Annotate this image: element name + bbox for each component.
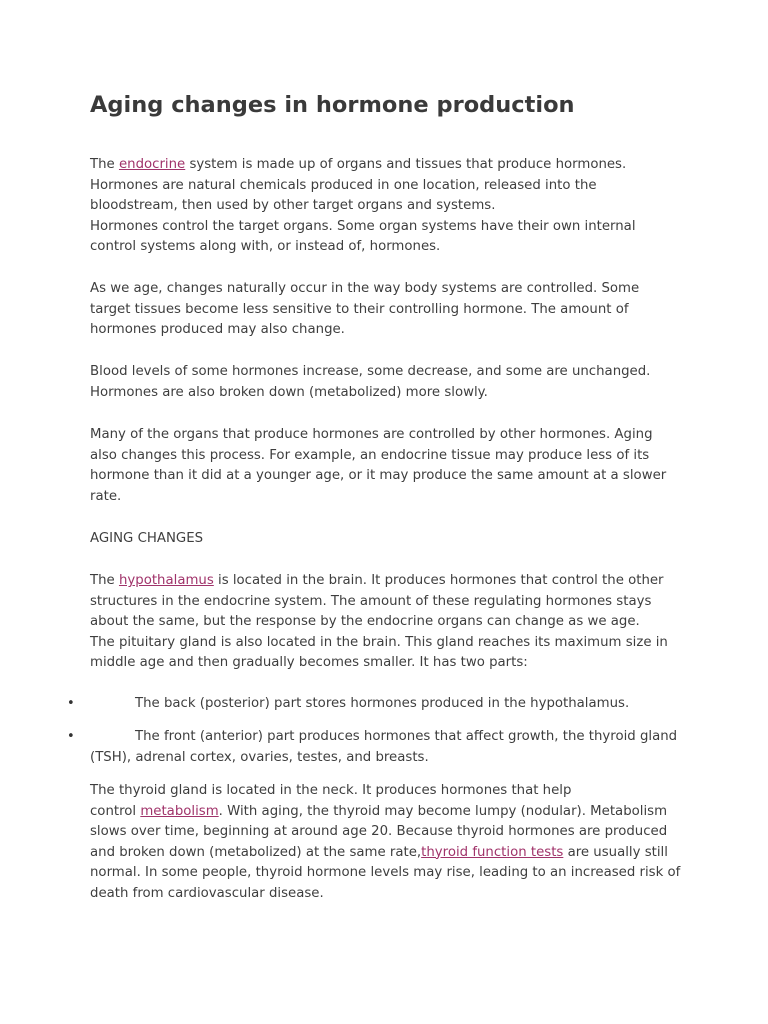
text-line [90, 802, 680, 823]
text-line: death from cardiovascular disease. [90, 885, 324, 901]
paragraph-thyroid [90, 781, 680, 904]
section-heading: AGING CHANGES [90, 531, 204, 546]
text-line: slows over time, beginning at around age 20. Because thyroid hormones are produced [90, 824, 668, 839]
text-line: control systems along with, or instead of, hormones. [90, 239, 441, 254]
text-line: The pituitary gland is also located in the brain. This gland reaches its maximum size in [90, 634, 668, 650]
text-line: Hormones are natural chemicals produced in one location, released into the [90, 177, 597, 193]
text-span: control [90, 803, 141, 819]
paragraph-endocrine-intro [90, 155, 680, 258]
text-span: The [90, 573, 119, 588]
text-line: Hormones control the target organs. Some organ systems have their own internal [90, 218, 636, 234]
text-line: rate. [90, 488, 122, 504]
metabolism-link[interactable]: metabolism [140, 803, 219, 819]
text-line: Hormones are also broken down (metabolized) more slowly. [90, 384, 488, 400]
text-line: Blood levels of some hormones increase, some decrease, and some are unchanged. [90, 364, 651, 379]
text-line: structures in the endocrine system. The amount of these regulating hormones stays [90, 593, 652, 609]
list-item [67, 694, 680, 715]
section-heading-aging-changes [90, 529, 680, 550]
endocrine-link[interactable]: endocrine [118, 157, 186, 172]
text-line: about the same, but the response by the endocrine organs can change as we age. [90, 614, 640, 629]
text-line: hormone than it did at a younger age, or it may produce the same amount at a slower [90, 468, 667, 483]
bullet-icon: • [67, 729, 75, 744]
bullet-text: The front (anterior) part produces hormones that affect growth, the thyroid gland [135, 729, 678, 744]
text-line: target tissues become less sensitive to their controlling hormone. The amount of [90, 301, 629, 317]
thyroid-function-tests-link[interactable]: thyroid function tests [421, 844, 564, 860]
text-line: (TSH), adrenal cortex, ovaries, testes, and breasts. [90, 749, 429, 765]
text-span: The [90, 157, 119, 172]
text-line [90, 727, 680, 748]
text-span: . With aging, the thyroid may become lumpy (nodular). Metabolism [218, 803, 668, 819]
text-line [90, 843, 680, 864]
paragraph-organ-control [90, 425, 680, 507]
bullet-icon: • [67, 696, 75, 711]
paragraph-aging-controls [90, 279, 680, 341]
text-span: is located in the brain. It produces hormones that control the other [213, 573, 664, 588]
text-line [90, 571, 680, 592]
paragraph-blood-levels [90, 362, 680, 403]
text-line [90, 694, 680, 715]
text-span: system is made up of organs and tissues that produce hormones. [185, 157, 627, 172]
text-line: hormones produced may also change. [90, 322, 345, 337]
bullet-text: The back (posterior) part stores hormones produced in the hypothalamus. [135, 696, 630, 711]
text-line: Many of the organs that produce hormones are controlled by other hormones. Aging [90, 427, 653, 442]
text-line: As we age, changes naturally occur in the way body systems are controlled. Some [90, 281, 640, 296]
text-span: and broken down (metabolized) at the same rate, [90, 844, 422, 860]
list-item [67, 727, 680, 768]
text-line: also changes this process. For example, an endocrine tissue may produce less of its [90, 447, 650, 463]
text-line: bloodstream, then used by other target organs and systems. [90, 198, 496, 213]
text-line [90, 155, 680, 176]
text-line: middle age and then gradually becomes smaller. It has two parts: [90, 655, 528, 670]
text-span: are usually still [563, 844, 668, 860]
paragraph-hypothalamus [90, 571, 680, 674]
page-title: Aging changes in hormone production [90, 92, 575, 118]
text-line: normal. In some people, thyroid hormone levels may rise, leading to an increased risk of [90, 865, 681, 880]
hypothalamus-link[interactable]: hypothalamus [118, 573, 214, 588]
text-line: The thyroid gland is located in the neck. It produces hormones that help [90, 783, 572, 798]
